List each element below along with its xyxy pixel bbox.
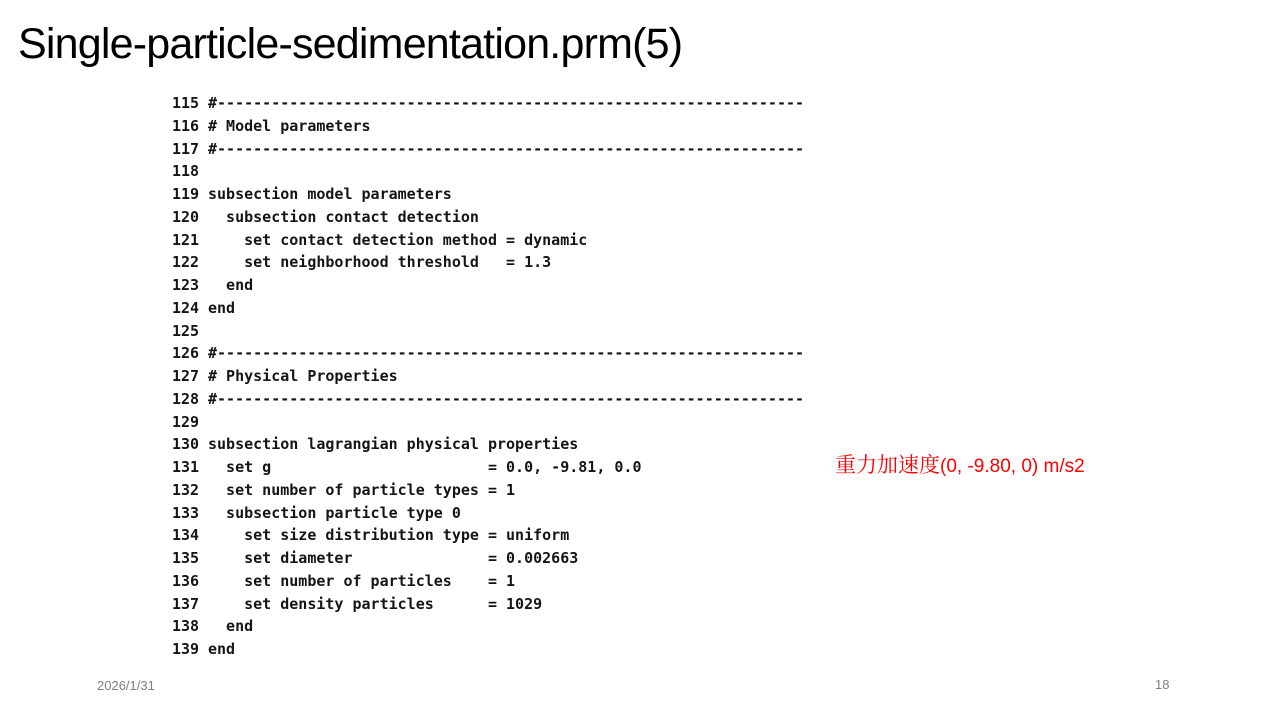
line-number: 135 [172, 549, 200, 567]
code-line [172, 615, 804, 638]
line-text: set contact detection method = dynamic [208, 230, 588, 249]
line-number: 137 [172, 594, 200, 613]
line-text: # Physical Properties [208, 367, 398, 385]
line-number: 123 [172, 276, 200, 294]
line-number: 118 [172, 162, 200, 181]
code-line [172, 479, 804, 502]
line-number: 124 [172, 298, 200, 317]
line-text: end [208, 298, 236, 317]
line-number: 121 [172, 230, 200, 249]
annotation-value: (0, -9.80, 0) m/s2 [940, 456, 1085, 477]
code-line [172, 251, 804, 274]
line-number: 138 [172, 617, 200, 636]
page-number: 18 [1155, 677, 1170, 692]
line-text: end [208, 276, 254, 294]
code-line [172, 274, 804, 297]
gravity-annotation [835, 449, 1085, 479]
code-line [172, 160, 804, 183]
code-line [172, 206, 804, 229]
line-number: 127 [172, 367, 200, 385]
code-line [172, 593, 804, 616]
line-number: 116 [172, 116, 200, 135]
line-text: set size distribution type = uniform [208, 526, 570, 545]
line-text: set number of particle types = 1 [208, 480, 516, 499]
line-number: 132 [172, 480, 200, 499]
code-line [172, 433, 804, 456]
line-number: 136 [172, 571, 200, 590]
line-text: set density particles = 1029 [208, 594, 543, 613]
line-number: 115 [172, 94, 200, 112]
annotation-label-cn: 重力加速度 [835, 454, 940, 477]
slide-date: 2026/1/31 [97, 678, 155, 693]
line-number: 117 [172, 139, 200, 158]
line-text: set g = 0.0, -9.81, 0.0 [208, 458, 642, 476]
line-number: 119 [172, 185, 200, 203]
line-text: end [208, 617, 254, 636]
line-text: #----------------------------------------------------------------- [208, 344, 805, 363]
code-line [172, 570, 804, 593]
line-text: #----------------------------------------------------------------- [208, 94, 805, 112]
code-line [172, 411, 804, 434]
code-line [172, 183, 804, 206]
line-number: 125 [172, 321, 200, 340]
line-number: 126 [172, 344, 200, 363]
line-number: 139 [172, 640, 200, 658]
line-text: #----------------------------------------------------------------- [208, 139, 805, 158]
code-line [172, 388, 804, 411]
line-text: subsection particle type 0 [208, 503, 461, 522]
code-line [172, 547, 804, 570]
line-number: 134 [172, 526, 200, 545]
line-number: 122 [172, 253, 200, 272]
line-text: subsection model parameters [208, 185, 452, 203]
line-text: set neighborhood threshold = 1.3 [208, 253, 552, 272]
line-text: subsection contact detection [208, 207, 479, 226]
code-line [172, 342, 804, 365]
code-line [172, 92, 804, 115]
line-text: set number of particles = 1 [208, 571, 516, 590]
line-number: 120 [172, 207, 200, 226]
code-line [172, 138, 804, 161]
line-number: 128 [172, 389, 200, 408]
code-line [172, 115, 804, 138]
code-listing [172, 92, 804, 661]
line-number: 129 [172, 412, 200, 431]
code-line [172, 365, 804, 388]
code-line [172, 456, 804, 479]
line-text: subsection lagrangian physical properties [208, 435, 579, 454]
line-text: # Model parameters [208, 116, 371, 135]
code-line [172, 502, 804, 525]
code-line [172, 320, 804, 343]
slide-title: Single-particle-sedimentation.prm(5) [18, 20, 683, 68]
code-line [172, 524, 804, 547]
code-line [172, 638, 804, 661]
line-number: 131 [172, 458, 200, 476]
line-text: end [208, 640, 236, 658]
line-text: set diameter = 0.002663 [208, 549, 579, 567]
code-line [172, 297, 804, 320]
line-number: 133 [172, 503, 200, 522]
line-number: 130 [172, 435, 200, 454]
code-line [172, 229, 804, 252]
line-text: #----------------------------------------------------------------- [208, 389, 805, 408]
